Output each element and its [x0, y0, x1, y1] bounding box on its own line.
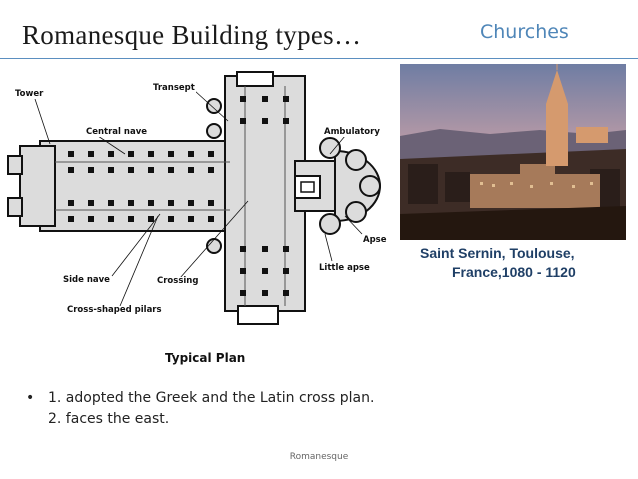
label-transept: Transept: [153, 83, 195, 93]
bullet-line-2: 2. faces the east.: [48, 411, 170, 427]
bullet-list: [26, 388, 374, 430]
label-ambulatory: Ambulatory: [324, 127, 380, 137]
photo-caption: [420, 244, 576, 282]
plan-caption: Typical Plan: [165, 351, 246, 365]
label-crossing: Crossing: [157, 276, 199, 286]
label-central-nave: Central nave: [86, 127, 148, 137]
saint-sernin-photo: [400, 64, 626, 240]
slide-title: Romanesque Building types…: [22, 20, 362, 50]
bullet-item: [26, 388, 374, 409]
label-apse: Apse: [363, 235, 387, 245]
label-little-apse: Little apse: [319, 263, 370, 273]
slide-footer: Romanesque: [289, 452, 349, 462]
bullet-dot: •: [26, 390, 35, 406]
church-floor-plan: [0, 66, 395, 336]
photo-caption-line1: Saint Sernin, Toulouse,: [420, 245, 575, 261]
slide-subtitle: Churches: [480, 21, 569, 43]
title-divider: [0, 58, 638, 59]
bullet-line-1: 1. adopted the Greek and the Latin cross plan.: [48, 390, 375, 406]
label-tower: Tower: [15, 89, 44, 99]
photo-caption-line2: France,1080 - 1120: [452, 264, 576, 280]
label-side-nave: Side nave: [63, 275, 110, 285]
label-cross-shaped-pilars: Cross-shaped pilars: [67, 305, 162, 315]
